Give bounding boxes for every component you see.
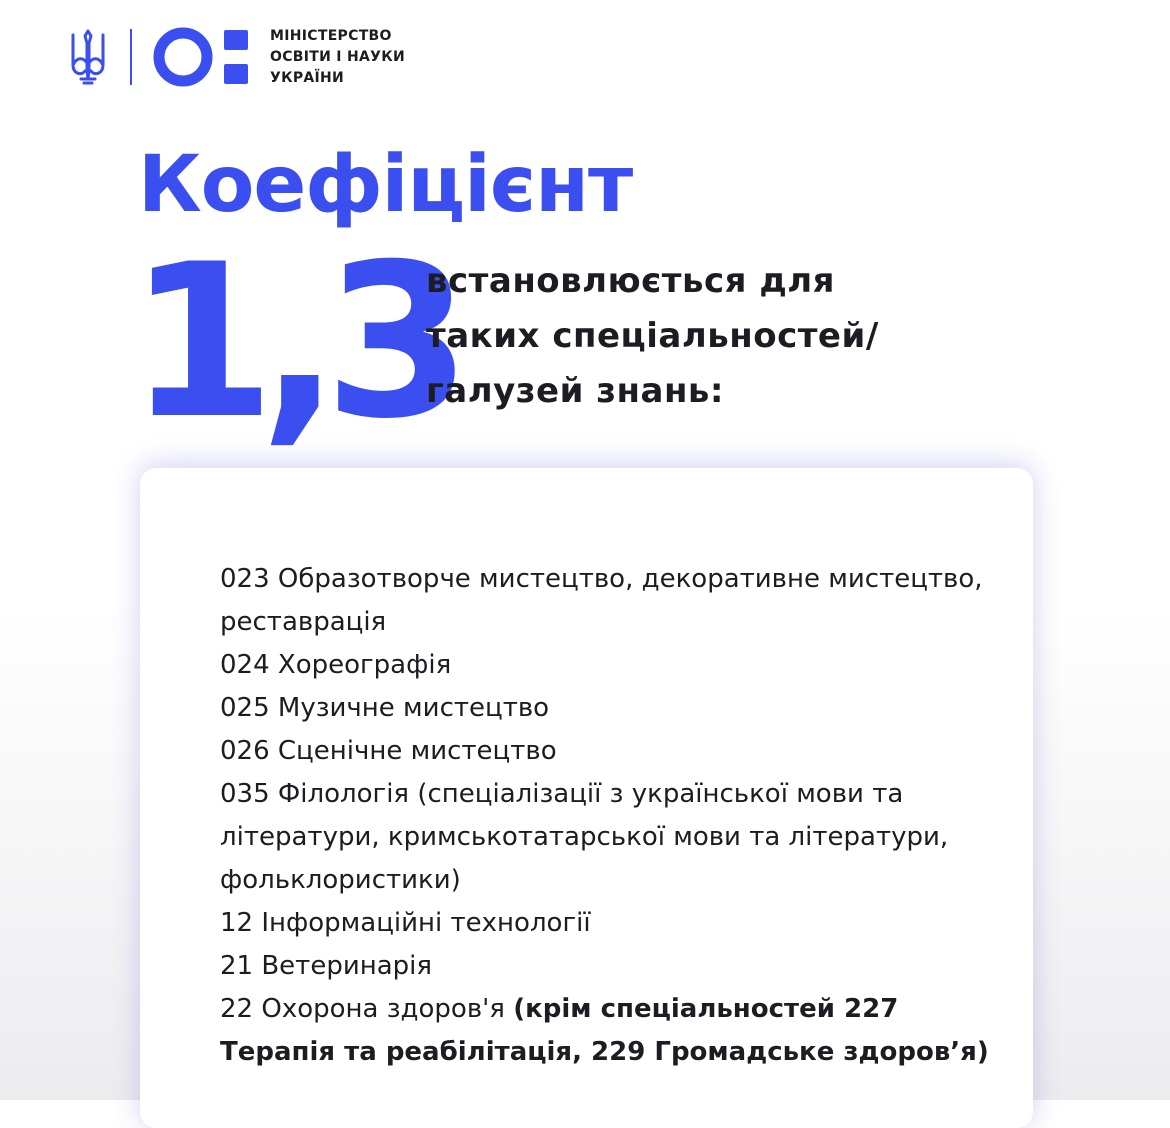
list-item <box>220 687 1000 730</box>
list-item <box>220 945 1000 988</box>
list-item-exception-note: (крім спеціальностей 227 Терапія та реабілітація, 229 Громадське здоров’я) <box>220 994 989 1067</box>
ministry-name-line2: ОСВІТИ І НАУКИ <box>270 48 405 65</box>
list-item <box>220 730 1000 773</box>
subtitle-line3: галузей знань: <box>426 371 725 411</box>
list-item-text: 023 Образотворче мистецтво, декоративне мистецтво, реставрація <box>220 564 983 637</box>
list-item-text: 22 Охорона здоров'я <box>220 994 514 1024</box>
list-item-text: 21 Ветеринарія <box>220 951 433 981</box>
list-item-text: 12 Інформаційні технології <box>220 908 591 938</box>
subtitle-line1: встановлюється для <box>426 261 836 301</box>
list-item <box>220 644 1000 687</box>
subtitle-line2: таких спеціальностей/ <box>426 316 879 356</box>
header-divider <box>130 29 132 85</box>
list-item-text: 024 Хореографія <box>220 650 452 680</box>
list-item-text: 025 Музичне мистецтво <box>220 693 550 723</box>
list-item-text: 026 Сценічне мистецтво <box>220 736 557 766</box>
list-item <box>220 988 1000 1074</box>
trident-icon <box>68 27 108 87</box>
ministry-name-line3: УКРАЇНИ <box>270 69 345 86</box>
list-item <box>220 902 1000 945</box>
specialties-card <box>140 468 1033 1128</box>
list-item <box>220 558 1000 644</box>
specialties-list <box>220 558 1000 1074</box>
list-item <box>220 773 1000 902</box>
list-item-text: 035 Філологія (спеціалізації з української мови та літератури, кримськотатарської мови та літератури, фольклористики) <box>220 779 949 895</box>
ministry-name <box>270 26 405 89</box>
coefficient-value: 1,3 <box>128 218 456 465</box>
header <box>68 22 405 92</box>
mon-logo-icon <box>152 26 252 88</box>
ministry-name-line1: МІНІСТЕРСТВО <box>270 27 392 44</box>
subtitle <box>426 254 879 419</box>
page-title: Коефіцієнт <box>138 140 633 230</box>
